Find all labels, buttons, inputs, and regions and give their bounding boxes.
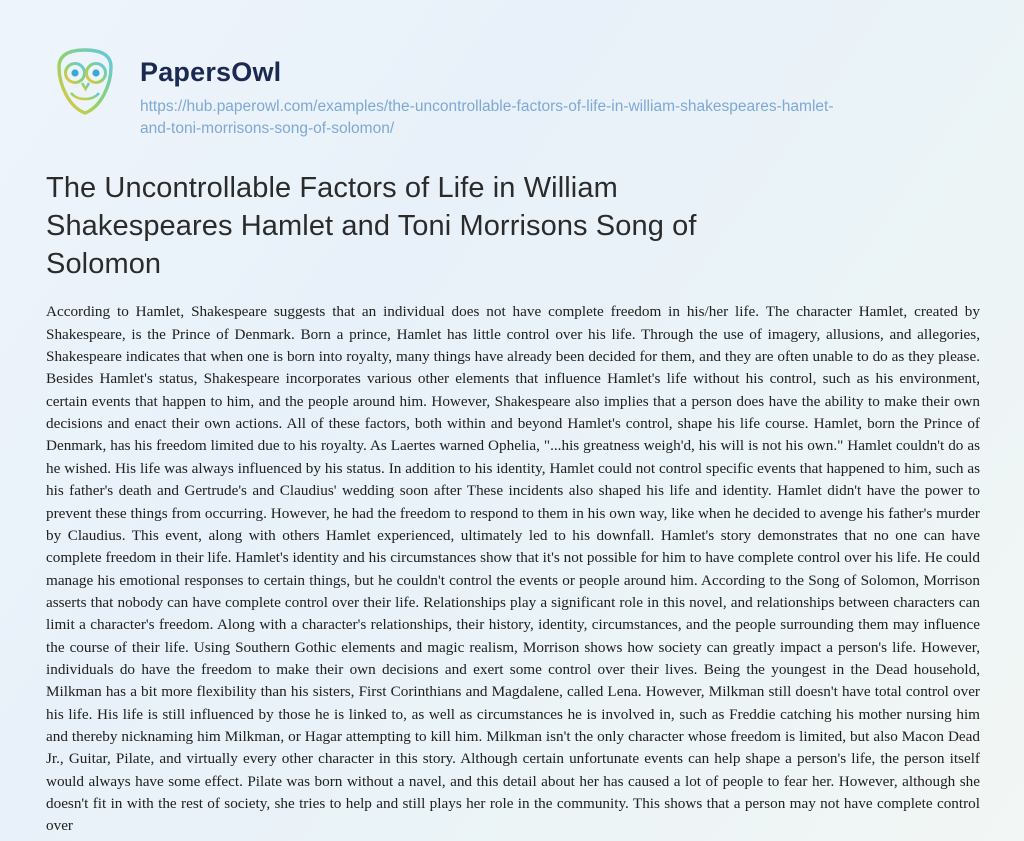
page-title: The Uncontrollable Factors of Life in William Shakespeares Hamlet and Toni Morrisons Song of Solomon xyxy=(46,171,697,281)
brand-name: PapersOwl xyxy=(140,57,282,87)
brand-block xyxy=(140,44,840,141)
article-body xyxy=(46,301,980,837)
article-paragraph: According to Hamlet, Shakespeare suggests that an individual does not have complete freedom in his/her life. The character Hamlet, created by Shakespeare, is the Prince of Denmark. Born a prince, Hamlet has little control over his life. Through the use of imagery, allusions, and allegories, Shakespeare indicates that when one is born into royalty, many things have already been decided for them, and they are often unable to do as they please. Besides Hamlet's status, Shakespeare incorporates various other elements that influence Hamlet's life without his control, such as his environment, certain events that happen to him, and the people around him. However, Shakespeare also implies that a person does have the ability to make their own decisions and enact their own actions. All of these factors, both within and beyond Hamlet's control, shape his life course. Hamlet, born the Prince of Denmark, has his freedom limited due to his royalty. As Laertes warned Ophelia, "...his greatness weigh'd, his will is not his own." Hamlet couldn't do as he wished. His life was always influenced by his status. In addition to his identity, Hamlet could not control specific events that happened to him, such as his father's death and Gertrude's and Claudius' wedding soon after These incidents also shaped his life and identity. Hamlet didn't have the power to prevent these things from occurring. However, he had the freedom to respond to them in his own way, like when he decided to avenge his father's murder by Claudius. This event, along with others Hamlet experienced, ultimately led to his downfall. Hamlet's story demonstrates that no one can have complete freedom in their life. Hamlet's identity and his circumstances show that it's not possible for him to have complete control over his life. He could manage his emotional responses to certain things, but he couldn't control the events or people around him. According to the Song of Solomon, Morrison asserts that nobody can have complete control over their life. Relationships play a significant role in this novel, and relationships between characters can limit a character's freedom. Along with a character's relationships, their history, identity, circumstances, and the people surrounding them may influence the course of their life. Using Southern Gothic elements and magic realism, Morrison shows how society can greatly impact a person's life. However, individuals do have the freedom to make their own decisions and exert some control over their lives. Being the youngest in the Dead household, Milkman has a bit more flexibility than his sisters, First Corinthians and Magdalene, called Lena. However, Milkman still doesn't have total control over his life. His life is still influenced by those he is linked to, as well as circumstances he is involved in, such as Freddie catching his mother nursing him and thereby nicknaming him Milkman, or Hagar attempting to kill him. Milkman isn't the only character whose freedom is limited, but also Macon Dead Jr., Guitar, Pilate, and virtually every other character in this story. Although certain unfortunate events can help shape a person's life, the person itself would always have some effect. Pilate was born without a navel, and this detail about her has caused a lot of people to fear her. However, although she doesn't fit in with the rest of society, she tries to help and still plays her role in the community. This shows that a person may not have complete control over xyxy=(46,303,980,835)
owl-logo-icon xyxy=(48,44,122,118)
source-url-link[interactable]: https://hub.paperowl.com/examples/the-uncontrollable-factors-of-life-in-william-shakespeares-hamlet-and-toni-morrisons-song-of-solomon/ xyxy=(140,97,834,138)
site-header xyxy=(46,44,978,141)
